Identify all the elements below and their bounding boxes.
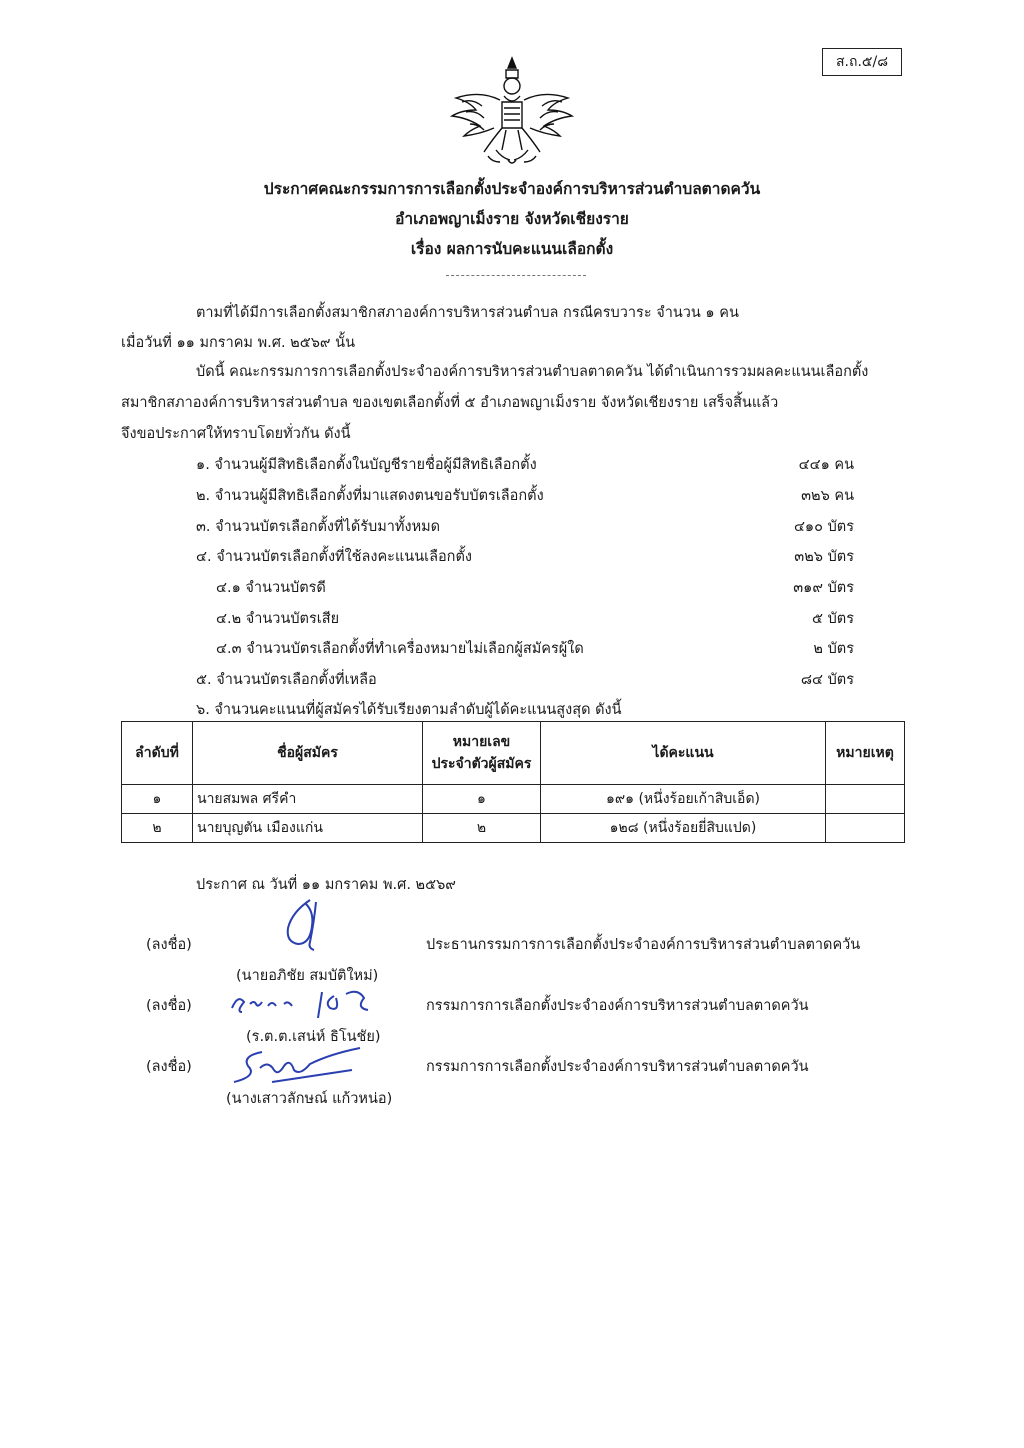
intro-p2-line3: จึงขอประกาศให้ทราบโดยทั่วกัน ดังนี้ (121, 426, 351, 442)
document-code: ส.ถ.๕/๘ (835, 54, 889, 70)
item-4-1-label: ๔.๑ จำนวนบัตรดี (216, 580, 326, 596)
signature-1-prefix: (ลงชื่อ) (146, 937, 192, 953)
row-number: ๑ (423, 785, 541, 814)
intro-p1-line1: ตามที่ได้มีการเลือกตั้งสมาชิกสภาองค์การบริหารส่วนตำบล กรณีครบวาระ จำนวน ๑ คน (196, 305, 739, 321)
row-name: นายบุญตัน เมืองแก่น (193, 814, 423, 843)
header-order: ลำดับที่ (122, 722, 193, 785)
item-1-value: ๔๔๑ คน (798, 457, 854, 473)
table-row (122, 814, 905, 843)
signature-1-stroke (288, 900, 316, 950)
header-number-line2: ประจำตัวผู้สมัคร (431, 756, 532, 772)
signature-3-name: (นางเสาวลักษณ์ แก้วหน่อ) (226, 1091, 393, 1107)
table-row (122, 785, 905, 814)
item-6-label: ๖. จำนวนคะแนนที่ผู้สมัครได้รับเรียงตามลำดับผู้ได้คะแนนสูงสุด ดังนี้ (196, 702, 622, 718)
signature-3-stroke (234, 1048, 360, 1082)
header-name: ชื่อผู้สมัคร (193, 722, 423, 785)
row-remark (826, 785, 905, 814)
row-score: ๑๙๑ (หนึ่งร้อยเก้าสิบเอ็ด) (541, 785, 826, 814)
header-score: ได้คะแนน (541, 722, 826, 785)
signature-3-position: กรรมการการเลือกตั้งประจำองค์การบริหารส่วนตำบลตาดควัน (426, 1059, 809, 1075)
signature-2-prefix: (ลงชื่อ) (146, 998, 192, 1014)
intro-p2-line1: บัดนี้ คณะกรรมการการเลือกตั้งประจำองค์การบริหารส่วนตำบลตาดควัน ได้ดำเนินการรวมผลคะแนนเลือกตั้ง (196, 364, 869, 380)
item-4-2-value: ๕ บัตร (812, 611, 854, 627)
header-number (423, 722, 541, 785)
title-line-3: เรื่อง ผลการนับคะแนนเลือกตั้ง (410, 240, 614, 258)
item-1-label: ๑. จำนวนผู้มีสิทธิเลือกตั้งในบัญชีรายชื่อผู้มีสิทธิเลือกตั้ง (196, 457, 537, 473)
item-3-label: ๓. จำนวนบัตรเลือกตั้งที่ได้รับมาทั้งหมด (196, 519, 441, 535)
signature-1-name: (นายอภิชัย สมบัติใหม่) (236, 968, 379, 984)
title-divider (446, 275, 586, 276)
signature-3-prefix: (ลงชื่อ) (146, 1059, 192, 1075)
item-4-3-value: ๒ บัตร (813, 641, 854, 657)
signature-1-position: ประธานกรรมการการเลือกตั้งประจำองค์การบริหารส่วนตำบลตาดควัน (426, 937, 861, 953)
item-4-2-label: ๔.๒ จำนวนบัตรเสีย (216, 611, 340, 627)
item-2-label: ๒. จำนวนผู้มีสิทธิเลือกตั้งที่มาแสดงตนขอรับบัตรเลือกตั้ง (196, 488, 544, 504)
item-4-label: ๔. จำนวนบัตรเลือกตั้งที่ใช้ลงคะแนนเลือกตั้ง (196, 549, 472, 565)
signature-1-mark (276, 896, 336, 956)
title-line-1: ประกาศคณะกรรมการการเลือกตั้งประจำองค์การบริหารส่วนตำบลตาดควัน (263, 180, 761, 198)
signature-2-position: กรรมการการเลือกตั้งประจำองค์การบริหารส่วนตำบลตาดควัน (426, 998, 809, 1014)
row-number: ๒ (423, 814, 541, 843)
signature-3-mark (232, 1044, 392, 1088)
row-score: ๑๒๘ (หนึ่งร้อยยี่สิบแปด) (541, 814, 826, 843)
title-line-2: อำเภอพญาเม็งราย จังหวัดเชียงราย (395, 210, 629, 228)
results-table (121, 721, 905, 843)
item-5-value: ๘๔ บัตร (800, 672, 854, 688)
header-remark: หมายเหตุ (826, 722, 905, 785)
garuda-emblem-icon (448, 52, 576, 168)
item-4-value: ๓๒๖ บัตร (794, 549, 854, 565)
signature-2-stroke (232, 992, 368, 1018)
signature-2-name: (ร.ต.ต.เสน่ห์ ธิโนชัย) (246, 1029, 381, 1045)
row-remark (826, 814, 905, 843)
document-code-box (822, 48, 902, 76)
table-header-row (122, 722, 905, 785)
row-order: ๑ (122, 785, 193, 814)
intro-p1-line2: เมื่อวันที่ ๑๑ มกราคม พ.ศ. ๒๕๖๙ นั้น (121, 335, 355, 351)
item-3-value: ๔๑๐ บัตร (793, 519, 854, 535)
item-4-1-value: ๓๑๙ บัตร (793, 580, 854, 596)
header-number-line1: หมายเลข (452, 734, 511, 750)
signature-2-mark (226, 986, 386, 1022)
row-name: นายสมพล ศรีคำ (193, 785, 423, 814)
intro-p2-line2: สมาชิกสภาองค์การบริหารส่วนตำบล ของเขตเลือกตั้งที่ ๕ อำเภอพญาเม็งราย จังหวัดเชียงราย เสร็จสิ้นแล้ว (121, 395, 779, 411)
row-order: ๒ (122, 814, 193, 843)
item-5-label: ๕. จำนวนบัตรเลือกตั้งที่เหลือ (196, 672, 377, 688)
item-4-3-label: ๔.๓ จำนวนบัตรเลือกตั้งที่ทำเครื่องหมายไม่เลือกผู้สมัครผู้ใด (216, 641, 584, 657)
announce-date: ประกาศ ณ วันที่ ๑๑ มกราคม พ.ศ. ๒๕๖๙ (196, 877, 456, 893)
item-2-value: ๓๒๖ คน (801, 488, 854, 504)
